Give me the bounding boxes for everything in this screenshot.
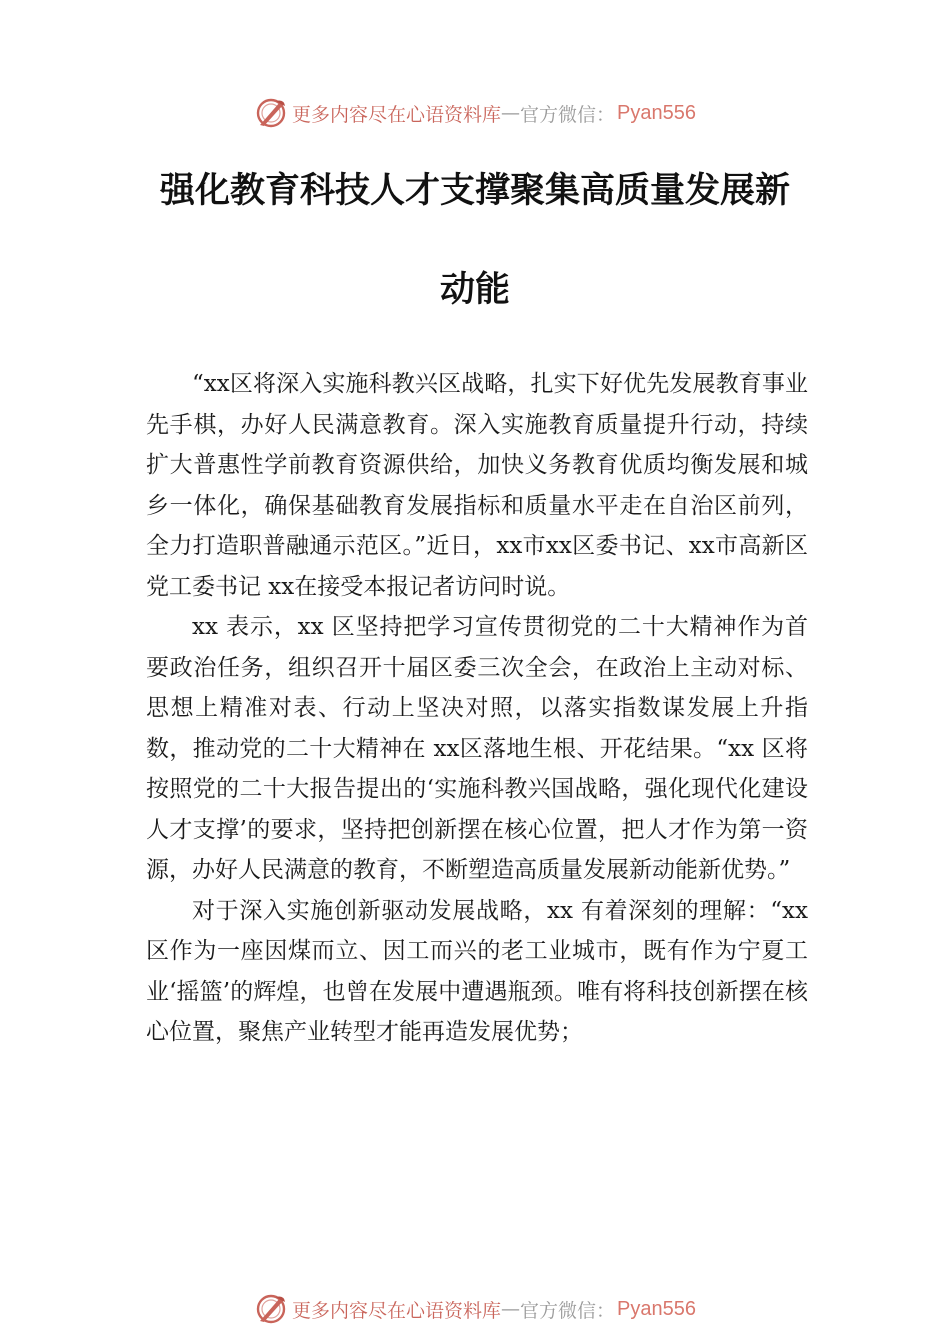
banner-wechat-id: Pyan556 bbox=[617, 1297, 696, 1320]
paragraph: 对于深入实施创新驱动发展战略，xx 有着深刻的理解：“xx区作为一座因煤而立、因工而兴的老工业城市，既有作为宁夏工业‘摇篮’的辉煌，也曾在发展中遭遇瓶颈。唯有将科技创新摆在核心位置，聚焦产业转型才能再造发展优势； bbox=[146, 897, 808, 1045]
banner-wechat-id: Pyan556 bbox=[617, 101, 696, 124]
header-banner bbox=[0, 93, 950, 133]
document-body bbox=[146, 364, 808, 1053]
document-title-line-1: 强化教育科技人才支撑聚集高质量发展新 bbox=[159, 170, 790, 211]
quill-pen-logo-icon bbox=[254, 96, 288, 130]
banner-slogan: 更多内容尽在心语资料库 bbox=[292, 103, 502, 126]
banner-slogan: 更多内容尽在心语资料库 bbox=[292, 1299, 502, 1322]
document-title-line-2: 动能 bbox=[439, 269, 510, 310]
banner-separator: — bbox=[501, 1298, 521, 1320]
quill-pen-logo-icon bbox=[254, 1292, 288, 1326]
banner-wechat-label: 官方微信： bbox=[520, 1299, 616, 1322]
banner-separator: — bbox=[501, 102, 521, 124]
footer-banner bbox=[0, 1289, 950, 1329]
paragraph: “xx区将深入实施科教兴区战略，扎实下好优先发展教育事业先手棋，办好人民满意教育。深入实施教育质量提升行动，持续扩大普惠性学前教育资源供给，加快义务教育优质均衡发展和城乡一体化，确保基础教育发展指标和质量水平走在自治区前列，全力打造职普融通示范区。”近日，xx市xx区委书记、xx市高新区党工委书记 xx在接受本报记者访问时说。 bbox=[146, 371, 808, 600]
banner-wechat-label: 官方微信： bbox=[520, 103, 616, 126]
paragraph: xx 表示，xx 区坚持把学习宣传贯彻党的二十大精神作为首要政治任务，组织召开十届区委三次全会，在政治上主动对标、思想上精准对表、行动上坚决对照，以落实指数谋发展上升指数，推动党的二十大精神在 xx区落地生根、开花结果。“xx 区将按照党的二十大报告提出的‘实施科教兴国战略，强化现代化建设人才支撑’的要求，坚持把创新摆在核心位置，把人才作为第一资源，办好人民满意的教育，不断塑造高质量发展新动能新优势。” bbox=[146, 614, 808, 883]
